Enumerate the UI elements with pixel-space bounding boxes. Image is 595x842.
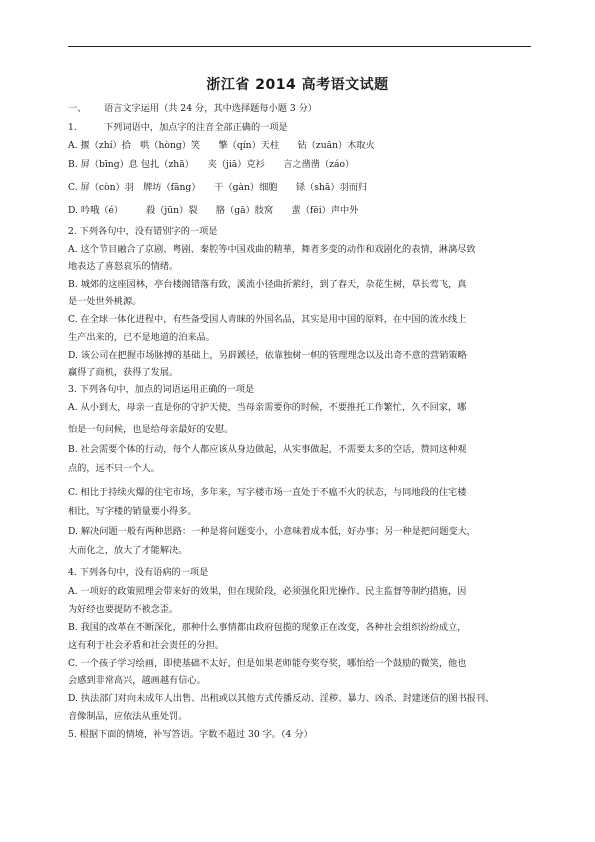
- q1-option-d: D. 吟哦（é） 殺（jūn）裂 胳（gā）肢窝 蜚（fēi）声中外: [68, 205, 359, 216]
- q4-line: B. 我国的改革在不断深化，那种什么事情都由政府包揽的现象正在改变，各种社会组织纷纷成立，: [68, 622, 467, 633]
- q3-stem: 3. 下列各句中，加点的词语运用正确的一项是: [68, 384, 255, 395]
- q4-line: 会感到非常高兴，越画越有信心。: [68, 675, 206, 686]
- q2-line: B. 城郊的这座园林，亭台楼阁错落有致，溪流小径曲折萦纡，到了春天，杂花生树，草长莺飞，真: [68, 279, 467, 290]
- q3-line: 大而化之，放大了才能解决。: [68, 545, 188, 556]
- q2-line: 地表达了喜怒哀乐的情绪。: [68, 261, 179, 272]
- q4-line: 为好经也要提防不被念歪。: [68, 604, 179, 615]
- q2-line: 是一处世外桃源。: [68, 296, 142, 307]
- q3-line: B. 社会需要个体的行动，每个人都应该从身边做起，从实事做起，不需要太多的空话，赞同这种观: [68, 444, 467, 455]
- q1-stem-text: 下列词语中，加点字的注音全部正确的一项是: [104, 122, 288, 133]
- q2-line: D. 该公司在把握市场脉搏的基础上，另辟蹊径，依靠独树一帜的管理理念以及出奇不意的营销策略: [68, 350, 467, 361]
- q2-stem: 2. 下列各句中，没有错别字的一项是: [68, 226, 218, 237]
- q3-line: A. 从小到大，母亲一直是你的守护天使，当母亲需要你的时候，不要推托工作繁忙，久不回家，哪: [68, 402, 467, 413]
- q3-line: D. 解决问题一般有两种思路：一种是将问题变小，小意味着成本低，好办事；另一种是把问题变大，: [68, 526, 476, 537]
- q3-line: 怕是一句问候，也是给母亲最好的安慰。: [68, 424, 234, 435]
- page-title: 浙江省 2014 高考语文试题: [206, 77, 389, 93]
- q1-option-a: A. 揠（zhí）拾 哄（hòng）笑 擎（qín）天柱 钻（zuān）木取火: [68, 140, 375, 151]
- q5-stem: 5. 根据下面的情境，补写答语。字数不超过 30 字。（4 分）: [68, 729, 313, 740]
- q1-stem: [68, 122, 538, 134]
- q2-line: C. 在全球一体化进程中，有些备受国人青睐的外国名品，其实是用中国的原料，在中国的流水线上: [68, 314, 467, 325]
- q2-line: A. 这个节目融合了京剧、粤剧、秦腔等中国戏曲的精華，舞者多变的动作和戏剧化的表情，淋漓尽致: [68, 244, 476, 255]
- q4-line: 音像制品，应依法从重处罚。: [68, 711, 188, 722]
- q1-option-c: C. 屏（còn）羽 牌坊（fāng） 干（gàn）细胞 铩（shā）羽而归: [68, 182, 368, 193]
- q2-line: 赢得了商机，获得了发展。: [68, 367, 179, 378]
- q3-line: 点的，远不只一个人。: [68, 463, 160, 474]
- section-text: 语言文字运用（共 24 分，其中选择题每小题 3 分）: [104, 103, 317, 114]
- q4-line: C. 一个孩子学习绘画，即使基础不太好，但是如果老师能夸奖夸奖，哪怕给一个鼓励的微笑，他也: [68, 658, 467, 669]
- q1-number: 1.: [68, 122, 77, 133]
- q3-line: C. 相比于持续火爆的住宅市场，多年来，写字楼市场一直处于不瘟不火的状态，与同地段的住宅楼: [68, 487, 467, 498]
- q3-line: 相比，写字楼的销量要小得多。: [68, 506, 197, 517]
- q4-line: 这有利于社会矛盾和社会责任的分担。: [68, 640, 225, 651]
- q1-option-b: B. 屏（bīng）息 包扎（zhā） 夹（jiā）克衫 言之凿凿（záo）: [68, 159, 355, 170]
- q2-line: 生产出来的，已不是地道的泊来品。: [68, 332, 215, 343]
- section-number: 一、: [68, 103, 87, 114]
- q4-line: A. 一项好的政策照理会带来好的效果，但在现阶段，必须强化阳光操作、民主监督等制约措施，因: [68, 586, 467, 597]
- section-heading: [68, 103, 538, 115]
- q4-line: D. 执法部门对向未成年人出售、出租或以其他方式传播反动、淫秽、暴力、凶杀、封建迷信的图书报刊、: [68, 693, 495, 704]
- q4-stem: 4. 下列各句中，没有语病的一项是: [68, 567, 209, 578]
- header-rule: [68, 46, 531, 47]
